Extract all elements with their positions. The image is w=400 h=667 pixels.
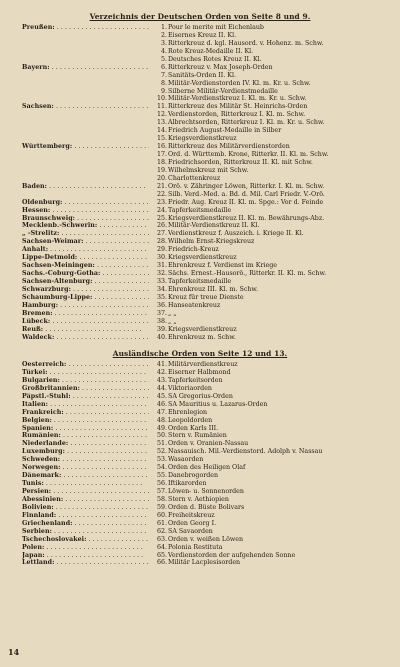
order-name: Verdienstorden, Ritterkreuz I. Kl. m. Schw. bbox=[168, 111, 306, 119]
order-number: 62. bbox=[149, 528, 167, 536]
order-number: 64. bbox=[149, 544, 167, 552]
order-name: Eiserner Halbmond bbox=[168, 368, 231, 376]
order-number: 31. bbox=[149, 262, 167, 270]
order-number: 42. bbox=[149, 369, 167, 377]
state-name: Anhalt: . . . bbox=[22, 246, 158, 254]
order-name: Orden d. Büste Bolivars bbox=[168, 503, 245, 511]
list-item bbox=[22, 318, 382, 326]
order-name: Orö. v. Zähringer Löwen, Ritterkr. I. Kl. m. Schw. bbox=[168, 182, 325, 190]
order-number: 35. bbox=[149, 294, 167, 302]
order-name: Verdienstkreuz f. Auszeich. i. Kriege II. Kl. bbox=[168, 230, 304, 238]
order-name: Ehrenlegion bbox=[168, 408, 208, 416]
state-name: Tunis: . . . bbox=[22, 480, 158, 488]
state-name: Oesterreich: . . . bbox=[22, 361, 158, 369]
order-name: „ „ bbox=[168, 309, 177, 317]
state-name: Päpstl.-Stuhl: . . . bbox=[22, 393, 158, 401]
order-number: 56. bbox=[149, 480, 167, 488]
order-name: Ehrenkreuz III. Kl. m. Schw. bbox=[168, 285, 259, 293]
order-name: Hanseatenkreuz bbox=[168, 301, 221, 309]
list-item bbox=[22, 496, 382, 504]
list-item bbox=[22, 191, 382, 199]
list-item bbox=[22, 40, 382, 48]
order-name: Tapferkeitsmedaille bbox=[168, 278, 232, 285]
order-name: Sanitäts-Orden II. Kl. bbox=[168, 71, 236, 79]
list-item bbox=[22, 270, 382, 278]
order-name: Orden des Heiligen Olaf bbox=[168, 464, 246, 472]
order-number: 16. bbox=[149, 143, 167, 151]
order-name: Militär-Verdienstorden IV. Kl. m. Kr. u. Schw. bbox=[168, 79, 311, 87]
list-item bbox=[22, 238, 382, 246]
order-number: 9. bbox=[149, 88, 167, 96]
order-number: 63. bbox=[149, 536, 167, 544]
order-name: Pour le merite mit Eichenlaub bbox=[168, 24, 264, 31]
order-number: 49. bbox=[149, 425, 167, 433]
order-name: Danebrogorden bbox=[168, 472, 219, 480]
order-number: 65. bbox=[149, 552, 167, 560]
state-name: Türkei: . . . bbox=[22, 369, 158, 377]
order-name: Ord. d. Württemb. Krone, Ritterkr. II. Kl. m. Schw. bbox=[168, 151, 329, 158]
list-item bbox=[22, 183, 382, 191]
order-number: 58. bbox=[149, 496, 167, 504]
list-item bbox=[22, 254, 382, 262]
order-name: Wilhelmskreuz mit Schw. bbox=[168, 166, 249, 174]
state-name: Schweden: . . . bbox=[22, 456, 158, 464]
list-item bbox=[22, 440, 382, 448]
list-item bbox=[22, 246, 382, 254]
list-item bbox=[22, 334, 382, 342]
order-number: 36. bbox=[149, 302, 167, 310]
list-item bbox=[22, 536, 382, 544]
order-number: 33. bbox=[149, 278, 167, 286]
order-number: 54. bbox=[149, 464, 167, 472]
order-number: 48. bbox=[149, 417, 167, 425]
state-name: Baden: . . . bbox=[22, 183, 158, 191]
list-item bbox=[22, 135, 382, 143]
order-name: Friedrichsorden, Ritterkreuz II. Kl. mit Schw. bbox=[168, 158, 313, 166]
list-item bbox=[22, 111, 382, 119]
list-item bbox=[22, 326, 382, 334]
list-item bbox=[22, 199, 382, 207]
order-number: 17. bbox=[149, 151, 167, 159]
order-name: Friedr. Aug. Kreuz II. Kl. m. Spge.: Vor d. Feinde bbox=[168, 198, 324, 206]
order-name: Ritterkreuz v. Max Joseph-Orden bbox=[168, 63, 273, 71]
order-number: 41. bbox=[149, 361, 167, 369]
state-name: Reuß: . . . bbox=[22, 326, 158, 334]
state-name: Dänemark: . . . bbox=[22, 472, 158, 480]
list-item bbox=[22, 504, 382, 512]
order-number: 23. bbox=[149, 199, 167, 207]
state-name: Hessen: . . . bbox=[22, 207, 158, 215]
order-number: 28. bbox=[149, 238, 167, 246]
order-name: Orden v. weißen Löwen bbox=[168, 535, 244, 543]
order-name: Nassauisch. Mil.-Verdienstord. Adolph v. Nassau bbox=[168, 448, 323, 456]
order-name: Deutsches Rotes Kreuz II. Kl. bbox=[168, 55, 262, 63]
order-name: Charlottenkreuz bbox=[168, 174, 221, 182]
order-number: 57. bbox=[149, 488, 167, 496]
state-name: Belgien: . . . bbox=[22, 417, 158, 425]
list-item bbox=[22, 278, 382, 286]
list-item bbox=[22, 80, 382, 88]
order-name: Sächs. Ernest.-Hausorö., Ritterkr. II. Kl. m. Schw. bbox=[168, 270, 327, 278]
order-name: Kriegsverdienstkreuz bbox=[168, 325, 237, 333]
list-item bbox=[22, 544, 382, 552]
list-item bbox=[22, 103, 382, 111]
order-number: 47. bbox=[149, 409, 167, 417]
order-number: 44. bbox=[149, 385, 167, 393]
order-number: 4. bbox=[149, 48, 167, 56]
order-name: Rote Kreuz-Medaille II. Kl. bbox=[168, 47, 254, 55]
state-name: „ -Strelitz: . . . bbox=[22, 230, 158, 238]
order-number: 32. bbox=[149, 270, 167, 278]
section-heading-text: Ausländische Orden von Seite 12 und 13. bbox=[112, 349, 288, 358]
state-name: Finnland: . . . bbox=[22, 512, 158, 520]
order-name: Militär-Verdienstkreuz I. Kl. m. Kr. u. Schw. bbox=[168, 95, 307, 103]
state-name: Norwegen: . . . bbox=[22, 464, 158, 472]
state-name: Lübeck: . . . bbox=[22, 318, 158, 326]
state-name: Sachsen-Meiningen: . . . bbox=[22, 262, 158, 270]
state-name: Japan: . . . bbox=[22, 552, 158, 560]
list-item bbox=[22, 448, 382, 456]
list-item bbox=[22, 409, 382, 417]
order-name: Wasaorden bbox=[168, 456, 204, 464]
order-name: Orden v. Oranien-Nassau bbox=[168, 440, 249, 448]
order-number: 20. bbox=[149, 175, 167, 183]
order-name: Militärverdienstkreuz bbox=[168, 361, 238, 368]
order-number: 1. bbox=[149, 24, 167, 32]
state-name: Bulgarien: . . . bbox=[22, 377, 158, 385]
list-item bbox=[22, 88, 382, 96]
section-heading-text: Verzeichnis der Deutschen Orden von Seite 8 und 9. bbox=[89, 12, 311, 21]
order-number: 39. bbox=[149, 326, 167, 334]
order-number: 55. bbox=[149, 472, 167, 480]
state-name: Serbien: . . . bbox=[22, 528, 158, 536]
order-number: 11. bbox=[149, 103, 167, 111]
order-number: 37. bbox=[149, 310, 167, 318]
state-name: Lippe-Detmold: . . . bbox=[22, 254, 158, 262]
order-name: Ritterkreuz des Militär St. Heinrichs-Orden bbox=[168, 103, 308, 111]
order-number: 66. bbox=[149, 559, 167, 567]
list-item bbox=[22, 56, 382, 64]
state-name: Abessinien: . . . bbox=[22, 496, 158, 504]
order-name: „ „ bbox=[168, 317, 177, 325]
list-item bbox=[22, 480, 382, 488]
list-item bbox=[22, 520, 382, 528]
order-name: Militär-Verdienstkreuz II. Kl. bbox=[168, 222, 260, 230]
state-name: Schaumburg-Lippe: . . . bbox=[22, 294, 158, 302]
order-number: 13. bbox=[149, 119, 167, 127]
list-item bbox=[22, 286, 382, 294]
order-number: 53. bbox=[149, 456, 167, 464]
section-heading-german bbox=[0, 12, 400, 22]
order-number: 46. bbox=[149, 401, 167, 409]
list-item bbox=[22, 528, 382, 536]
state-name: Braunschweig: . . . bbox=[22, 215, 158, 223]
order-number: 12. bbox=[149, 111, 167, 119]
order-name: Viktoriaorden bbox=[168, 384, 212, 392]
order-name: Militär Lacplesisorden bbox=[168, 559, 241, 567]
order-name: Polonia Restituta bbox=[168, 543, 223, 551]
order-number: 22. bbox=[149, 191, 167, 199]
list-item bbox=[22, 417, 382, 425]
list-item bbox=[22, 512, 382, 520]
order-name: Albrechtsorden, Ritterkreuz I. Kl. m. Kr. u. Schw. bbox=[168, 119, 325, 127]
state-name: Italien: . . . bbox=[22, 401, 158, 409]
list-item bbox=[22, 472, 382, 480]
state-name: Preußen: . . . bbox=[22, 24, 158, 32]
list-item bbox=[22, 159, 382, 167]
order-name: Leopoldorden bbox=[168, 416, 213, 424]
state-name: Großbritannien: . . . bbox=[22, 385, 158, 393]
order-number: 51. bbox=[149, 440, 167, 448]
order-name: Iftikarorden bbox=[168, 480, 207, 488]
list-item bbox=[22, 488, 382, 496]
state-name: Sachs.-Coburg-Gotha: . . . bbox=[22, 270, 158, 278]
order-number: 7. bbox=[149, 72, 167, 80]
order-name: Orden Georg I. bbox=[168, 519, 217, 527]
list-item bbox=[22, 456, 382, 464]
list-item bbox=[22, 151, 382, 159]
order-number: 29. bbox=[149, 246, 167, 254]
list-item bbox=[22, 361, 382, 369]
order-name: SA Gregorius-Orden bbox=[168, 392, 233, 400]
list-item bbox=[22, 215, 382, 223]
list-item bbox=[22, 95, 382, 103]
list-item bbox=[22, 175, 382, 183]
order-name: Ritterkreuz des Militärverdienstorden bbox=[168, 143, 290, 151]
state-name: Sachsen-Altenburg: . . . bbox=[22, 278, 158, 286]
list-item bbox=[22, 559, 382, 567]
order-number: 19. bbox=[149, 167, 167, 175]
order-number: 10. bbox=[149, 95, 167, 103]
german-orders-list bbox=[22, 24, 382, 342]
order-number: 15. bbox=[149, 135, 167, 143]
list-item bbox=[22, 552, 382, 560]
state-name: Persien: . . . bbox=[22, 488, 158, 496]
state-name: Tschechoslovakei: . . . bbox=[22, 536, 158, 544]
state-name: Hamburg: . . . bbox=[22, 302, 158, 310]
state-name: Frankreich: . . . bbox=[22, 409, 158, 417]
order-number: 25. bbox=[149, 215, 167, 223]
list-item bbox=[22, 64, 382, 72]
state-name: Bolivien: . . . bbox=[22, 504, 158, 512]
order-number: 34. bbox=[149, 286, 167, 294]
order-number: 27. bbox=[149, 230, 167, 238]
order-number: 26. bbox=[149, 222, 167, 230]
state-name: Spanien: . . . bbox=[22, 425, 158, 433]
order-number: 5. bbox=[149, 56, 167, 64]
list-item bbox=[22, 401, 382, 409]
order-number: 8. bbox=[149, 80, 167, 88]
order-name: Stern v. Aethiopien bbox=[168, 495, 229, 503]
list-item bbox=[22, 369, 382, 377]
order-number: 30. bbox=[149, 254, 167, 262]
order-name: Ritterkreuz d. kgl. Hausord. v. Hohenz. m. Schw. bbox=[168, 39, 324, 47]
order-number: 21. bbox=[149, 183, 167, 191]
order-number: 52. bbox=[149, 448, 167, 456]
list-item bbox=[22, 119, 382, 127]
order-number: 50. bbox=[149, 432, 167, 440]
list-item bbox=[22, 32, 382, 40]
list-item bbox=[22, 310, 382, 318]
list-item bbox=[22, 377, 382, 385]
list-item bbox=[22, 385, 382, 393]
order-name: Eisernes Kreuz II. Kl. bbox=[168, 31, 237, 39]
order-number: 43. bbox=[149, 377, 167, 385]
list-item bbox=[22, 230, 382, 238]
order-number: 14. bbox=[149, 127, 167, 135]
state-name: Sachsen: . . . bbox=[22, 103, 158, 111]
order-name: Ehrenkreuz m. Schw. bbox=[168, 333, 236, 341]
order-name: Kriegsverdienstkreuz bbox=[168, 135, 237, 143]
state-name: Schwarzburg: . . . bbox=[22, 286, 158, 294]
list-item bbox=[22, 302, 382, 310]
order-number: 18. bbox=[149, 159, 167, 167]
order-number: 3. bbox=[149, 40, 167, 48]
order-number: 40. bbox=[149, 334, 167, 342]
order-name: Kriegsverdienstkreuz II. Kl. m. Bewährungs-Abz. bbox=[168, 214, 325, 222]
state-name: Bayern: . . . bbox=[22, 64, 158, 72]
order-name: Wilhelm Ernst-Kriegskreuz bbox=[168, 238, 255, 246]
order-name: Ehrenkreuz f. Verdienst im Kriege bbox=[168, 262, 277, 270]
order-name: Silberne Militär-Verdienstmedaille bbox=[168, 87, 278, 95]
state-name: Sachsen-Weimar: . . . bbox=[22, 238, 158, 246]
list-item bbox=[22, 167, 382, 175]
order-number: 61. bbox=[149, 520, 167, 528]
order-name: SA Mauritius u. Lazarus-Orden bbox=[168, 400, 268, 408]
list-item bbox=[22, 72, 382, 80]
page-number: 14 bbox=[8, 647, 20, 657]
list-item bbox=[22, 48, 382, 56]
state-name: Niederlande: . . . bbox=[22, 440, 158, 448]
state-name: Luxemburg: . . . bbox=[22, 448, 158, 456]
order-number: 38. bbox=[149, 318, 167, 326]
order-name: Friedrich August-Medaille in Silber bbox=[168, 127, 282, 135]
order-name: Stern v. Rumänien bbox=[168, 432, 227, 440]
state-name: Bremen: . . . bbox=[22, 310, 158, 318]
list-item bbox=[22, 294, 382, 302]
order-number: 24. bbox=[149, 207, 167, 215]
order-name: Kriegsverdienstkreuz bbox=[168, 254, 237, 262]
list-item bbox=[22, 127, 382, 135]
state-name: Lettland: . . . bbox=[22, 559, 158, 567]
list-item bbox=[22, 24, 382, 32]
list-item bbox=[22, 207, 382, 215]
state-name: Württemberg: . . . bbox=[22, 143, 158, 151]
state-name: Mecklenb.-Schwerin: . . . bbox=[22, 222, 158, 230]
state-name: Rumänien: . . . bbox=[22, 432, 158, 440]
list-item bbox=[22, 143, 382, 151]
state-name: Polen: . . . bbox=[22, 544, 158, 552]
order-number: 59. bbox=[149, 504, 167, 512]
order-name: Tapferkeitsorden bbox=[168, 376, 223, 384]
list-item bbox=[22, 464, 382, 472]
state-name: Griechenland: . . . bbox=[22, 520, 158, 528]
foreign-orders-list bbox=[22, 361, 382, 567]
order-number: 60. bbox=[149, 512, 167, 520]
order-name: Tapferkeitsmedaille bbox=[168, 206, 232, 214]
order-name: Löwen- u. Sonnenorden bbox=[168, 488, 244, 495]
list-item bbox=[22, 425, 382, 433]
order-name: Verdienstorden der aufgehenden Sonne bbox=[168, 551, 296, 559]
order-name: Orden Karls III. bbox=[168, 424, 219, 432]
state-name: Oldenburg: . . . bbox=[22, 199, 158, 207]
order-name: Kreuz für treue Dienste bbox=[168, 293, 244, 301]
order-number: 2. bbox=[149, 32, 167, 40]
order-name: SA Savaorden bbox=[168, 527, 213, 535]
list-item bbox=[22, 432, 382, 440]
order-name: Silb. Verd.-Med. a. Bd. d. Mil. Carl Friedr. V.-Orö. bbox=[168, 190, 325, 198]
state-name: Waldeck: . . . bbox=[22, 334, 158, 342]
order-number: 45. bbox=[149, 393, 167, 401]
section-heading-foreign bbox=[0, 349, 400, 359]
list-item bbox=[22, 262, 382, 270]
list-item bbox=[22, 393, 382, 401]
order-name: Friedrich-Kreuz bbox=[168, 246, 219, 254]
order-number: 6. bbox=[149, 64, 167, 72]
list-item bbox=[22, 222, 382, 230]
order-name: Freiheitskreuz bbox=[168, 511, 215, 519]
